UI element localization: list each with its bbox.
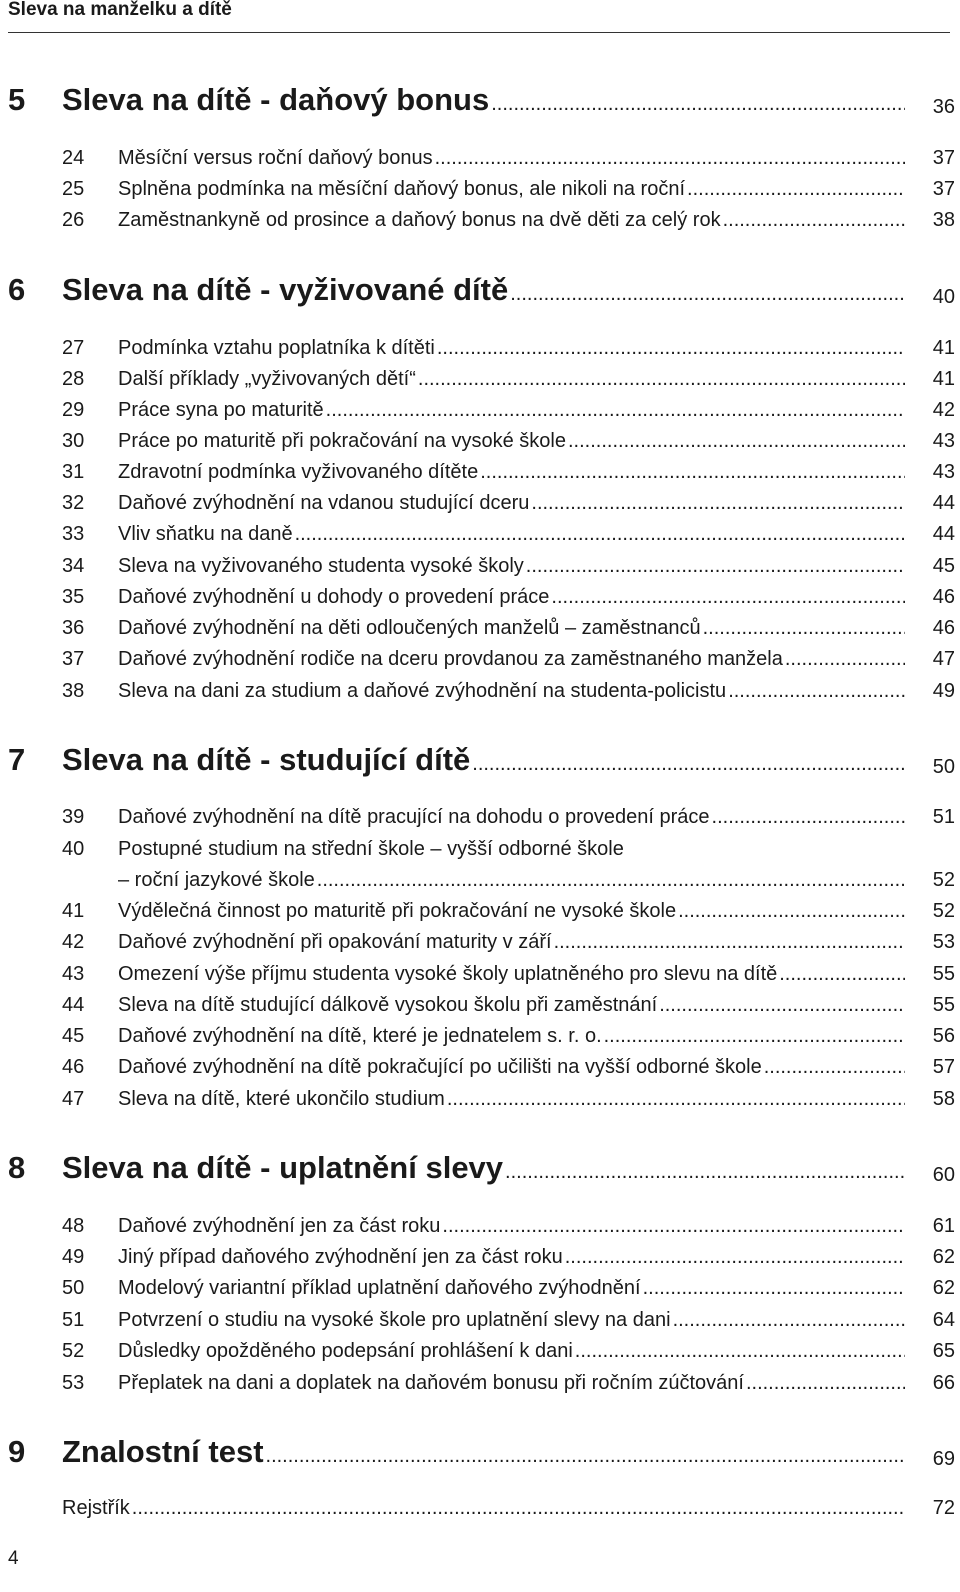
entry-number: 25 (62, 178, 85, 200)
toc-entry[interactable] (0, 1246, 955, 1276)
entry-label: Práce po maturitě při pokračování na vysoké škole (118, 430, 566, 452)
entry-number: 43 (62, 963, 85, 985)
entry-label: Zaměstnankyně od prosince a daňový bonus na dvě děti za celý rok (118, 209, 721, 231)
page-ref: 37 (932, 178, 955, 200)
toc-entry[interactable] (0, 209, 955, 239)
dot-leader (551, 586, 905, 609)
toc-entry[interactable] (0, 869, 955, 899)
page-ref: 44 (932, 523, 955, 545)
page-ref: 49 (932, 680, 955, 702)
toc-entry[interactable] (0, 900, 955, 930)
page-ref: 47 (932, 648, 955, 670)
entry-label: Rejstřík (62, 1497, 130, 1519)
dot-leader (442, 1215, 905, 1238)
chapter-number: 5 (8, 82, 26, 117)
dot-leader (472, 753, 905, 776)
page-ref: 55 (932, 963, 955, 985)
entry-number: 32 (62, 492, 85, 514)
dot-leader (326, 399, 905, 422)
page-number: 4 (8, 1548, 19, 1569)
dot-leader (565, 1246, 905, 1269)
toc-entry[interactable] (0, 555, 955, 585)
dot-leader (712, 806, 905, 829)
toc-entry[interactable] (0, 147, 955, 177)
chapter-number: 8 (8, 1150, 26, 1185)
entry-label: Daňové zvýhodnění jen za část roku (118, 1215, 441, 1237)
toc-entry[interactable] (0, 963, 955, 993)
dot-leader (437, 337, 905, 360)
entry-label: Zdravotní podmínka vyživovaného dítěte (118, 461, 479, 483)
page-ref: 69 (932, 1448, 955, 1470)
entry-label: Daňové zvýhodnění při opakování maturity v září (118, 931, 552, 953)
dot-leader (447, 1088, 905, 1111)
toc-entry[interactable] (0, 1340, 955, 1370)
toc-entry[interactable] (0, 806, 955, 836)
entry-label: Modelový variantní příklad uplatnění daňového zvýhodnění (118, 1277, 641, 1299)
dot-leader (659, 994, 905, 1017)
toc-entry[interactable] (0, 461, 955, 491)
toc-entry[interactable] (0, 1025, 955, 1055)
toc-entry[interactable] (0, 1277, 955, 1307)
page-ref: 36 (932, 96, 955, 118)
entry-label: Jiný případ daňového zvýhodnění jen za část roku (118, 1246, 563, 1268)
entry-label: Práce syna po maturitě (118, 399, 324, 421)
dot-leader (764, 1056, 905, 1079)
entry-label: Sleva na dani za studium a daňové zvýhodnění na studenta-policistu (118, 680, 727, 702)
toc-entry[interactable] (0, 368, 955, 398)
toc-entry[interactable] (0, 1215, 955, 1245)
entry-number: 35 (62, 586, 85, 608)
page-ref: 43 (932, 461, 955, 483)
page-ref: 52 (932, 869, 955, 891)
chapter-number: 6 (8, 272, 26, 307)
entry-label: Měsíční versus roční daňový bonus (118, 147, 433, 169)
toc-entry[interactable] (0, 337, 955, 367)
page-ref: 52 (932, 900, 955, 922)
entry-label: Daňové zvýhodnění na dítě pokračující po učilišti na vyšší odborné škole (118, 1056, 762, 1078)
entry-number: 42 (62, 931, 85, 953)
page-ref: 64 (932, 1309, 955, 1331)
dot-leader (132, 1497, 905, 1520)
entry-label: Postupné studium na střední škole – vyšší odborné škole (118, 838, 624, 860)
dot-leader (575, 1340, 905, 1363)
page-ref: 62 (932, 1277, 955, 1299)
page-ref: 62 (932, 1246, 955, 1268)
entry-number: 41 (62, 900, 85, 922)
toc-entry[interactable] (0, 1309, 955, 1339)
entry-number: 52 (62, 1340, 85, 1362)
page-ref: 55 (932, 994, 955, 1016)
entry-label: Daňové zvýhodnění na dítě, které je jednatelem s. r. o. (118, 1025, 602, 1047)
entry-label: Omezení výše příjmu studenta vysoké školy uplatněného pro slevu na dítě (118, 963, 778, 985)
entry-label: Přeplatek na dani a doplatek na daňovém bonusu při ročním zúčtování (118, 1372, 744, 1394)
dot-leader (418, 368, 905, 391)
chapter-number: 9 (8, 1434, 26, 1469)
entry-number: 49 (62, 1246, 85, 1268)
toc-entry[interactable] (0, 399, 955, 429)
entry-label: Další příklady „vyživovaných dětí“ (118, 368, 416, 390)
entry-label: Daňové zvýhodnění u dohody o provedení práce (118, 586, 550, 608)
toc-entry[interactable] (0, 1088, 955, 1118)
dot-leader (295, 523, 905, 546)
dot-leader (568, 430, 905, 453)
dot-leader (785, 648, 905, 671)
page-ref: 41 (932, 368, 955, 390)
entry-label: – roční jazykové škole (118, 869, 315, 891)
entry-label: Výdělečná činnost po maturitě při pokračování ne vysoké škole (118, 900, 677, 922)
page-ref: 50 (932, 756, 955, 778)
entry-number: 48 (62, 1215, 85, 1237)
entry-number: 45 (62, 1025, 85, 1047)
dot-leader (643, 1277, 905, 1300)
toc-entry[interactable] (0, 1056, 955, 1086)
entry-number: 53 (62, 1372, 85, 1394)
page-ref: 44 (932, 492, 955, 514)
entry-label: Splněna podmínka na měsíční daňový bonus, ale nikoli na roční (118, 178, 686, 200)
entry-label: Sleva na dítě studující dálkově vysokou školu při zaměstnání (118, 994, 658, 1016)
entry-number: 51 (62, 1309, 85, 1331)
running-header: Sleva na manželku a dítě (8, 0, 232, 20)
entry-number: 27 (62, 337, 85, 359)
entry-number: 31 (62, 461, 85, 483)
toc-entry[interactable] (0, 586, 955, 616)
chapter-title: Sleva na dítě - uplatnění slevy (62, 1150, 504, 1185)
entry-number: 24 (62, 147, 85, 169)
dot-leader (687, 178, 905, 201)
entry-number: 36 (62, 617, 85, 639)
entry-label: Podmínka vztahu poplatníka k dítěti (118, 337, 435, 359)
page-ref: 38 (932, 209, 955, 231)
dot-leader (526, 555, 905, 578)
entry-number: 34 (62, 555, 85, 577)
toc-index-entry[interactable] (0, 1497, 955, 1527)
entry-number: 29 (62, 399, 85, 421)
toc-entry[interactable] (0, 430, 955, 460)
toc-entry[interactable] (0, 838, 955, 868)
entry-number: 26 (62, 209, 85, 231)
entry-label: Daňové zvýhodnění na děti odloučených manželů – zaměstnanců (118, 617, 701, 639)
entry-label: Daňové zvýhodnění na dítě pracující na dohodu o provedení práce (118, 806, 710, 828)
entry-label: Důsledky opožděného podepsání prohlášení k dani (118, 1340, 573, 1362)
page-ref: 56 (932, 1025, 955, 1047)
dot-leader (480, 461, 905, 484)
page-ref: 65 (932, 1340, 955, 1362)
dot-leader (678, 900, 905, 923)
entry-number: 39 (62, 806, 85, 828)
dot-leader (491, 93, 905, 116)
entry-label: Daňové zvýhodnění rodiče na dceru provdanou za zaměstnaného manžela (118, 648, 783, 670)
page-ref: 43 (932, 430, 955, 452)
dot-leader (510, 283, 905, 306)
page-ref: 46 (932, 586, 955, 608)
entry-number: 37 (62, 648, 85, 670)
entry-label: Daňové zvýhodnění na vdanou studující dceru (118, 492, 530, 514)
header-rule (8, 32, 950, 33)
entry-number: 50 (62, 1277, 85, 1299)
toc-chapter[interactable] (0, 272, 955, 312)
toc-entry[interactable] (0, 178, 955, 208)
page-ref: 61 (932, 1215, 955, 1237)
page-ref: 58 (932, 1088, 955, 1110)
entry-number: 28 (62, 368, 85, 390)
toc-entry[interactable] (0, 648, 955, 678)
dot-leader (604, 1025, 905, 1048)
toc-entry[interactable] (0, 492, 955, 522)
toc-entry[interactable] (0, 680, 955, 710)
page-ref: 42 (932, 399, 955, 421)
entry-number: 40 (62, 838, 85, 860)
toc-entry[interactable] (0, 617, 955, 647)
dot-leader (554, 931, 905, 954)
page-ref: 41 (932, 337, 955, 359)
entry-number: 33 (62, 523, 85, 545)
dot-leader (703, 617, 905, 640)
page-ref: 46 (932, 617, 955, 639)
page-ref: 51 (932, 806, 955, 828)
entry-label: Sleva na vyživovaného studenta vysoké školy (118, 555, 524, 577)
page-ref: 53 (932, 931, 955, 953)
dot-leader (531, 492, 905, 515)
page-ref: 60 (932, 1164, 955, 1186)
entry-label: Sleva na dítě, které ukončilo studium (118, 1088, 445, 1110)
toc-entry[interactable] (0, 523, 955, 553)
entry-number: 38 (62, 680, 85, 702)
toc-chapter[interactable] (0, 742, 955, 782)
dot-leader (435, 147, 905, 170)
toc-entry[interactable] (0, 931, 955, 961)
entry-number: 30 (62, 430, 85, 452)
chapter-title: Znalostní test (62, 1434, 264, 1469)
page-ref: 45 (932, 555, 955, 577)
toc-entry[interactable] (0, 994, 955, 1024)
dot-leader (266, 1445, 905, 1468)
page-ref: 57 (932, 1056, 955, 1078)
page-ref: 40 (932, 286, 955, 308)
dot-leader (779, 963, 905, 986)
chapter-title: Sleva na dítě - vyživované dítě (62, 272, 509, 307)
entry-number: 44 (62, 994, 85, 1016)
toc-chapter[interactable] (0, 1434, 955, 1474)
dot-leader (317, 869, 905, 892)
toc-chapter[interactable] (0, 1150, 955, 1190)
entry-number: 46 (62, 1056, 85, 1078)
chapter-title: Sleva na dítě - studující dítě (62, 742, 471, 777)
dot-leader (746, 1372, 905, 1395)
chapter-title: Sleva na dítě - daňový bonus (62, 82, 490, 117)
entry-label: Vliv sňatku na daně (118, 523, 293, 545)
toc-chapter[interactable] (0, 82, 955, 122)
toc-entry[interactable] (0, 1372, 955, 1402)
dot-leader (728, 680, 905, 703)
dot-leader (505, 1161, 905, 1184)
chapter-number: 7 (8, 742, 26, 777)
dot-leader (673, 1309, 905, 1332)
page-ref: 37 (932, 147, 955, 169)
entry-number: 47 (62, 1088, 85, 1110)
entry-label: Potvrzení o studiu na vysoké škole pro uplatnění slevy na dani (118, 1309, 671, 1331)
page-ref: 72 (932, 1497, 955, 1519)
page-ref: 66 (932, 1372, 955, 1394)
dot-leader (723, 209, 905, 232)
